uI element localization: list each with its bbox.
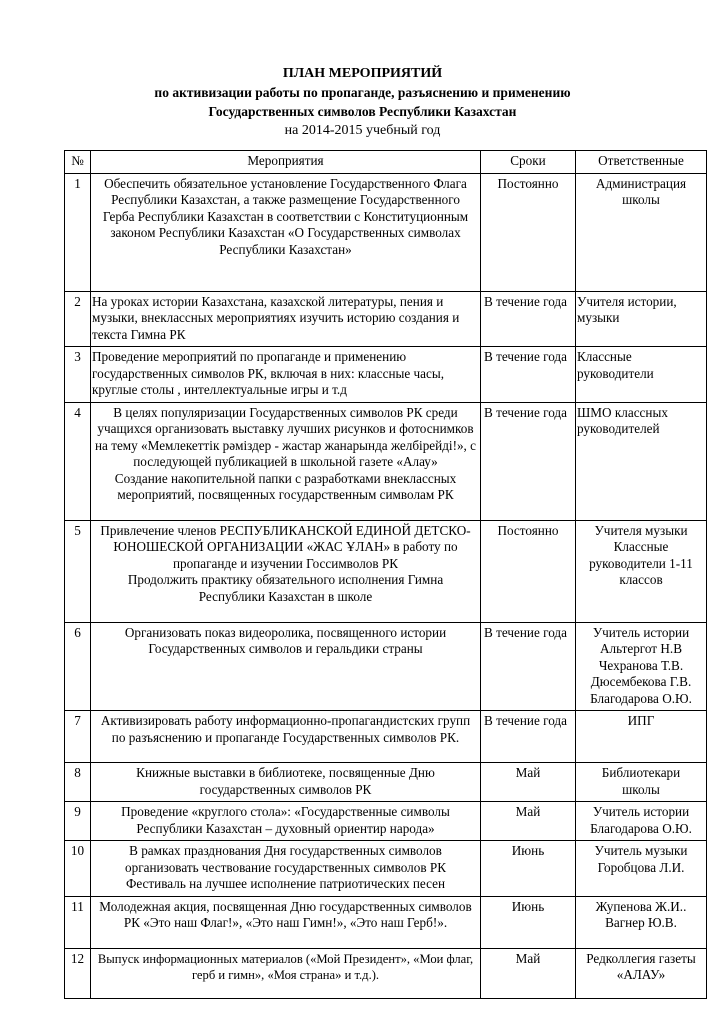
row-responsible: Дюсембекова Г.В. [590, 674, 692, 689]
header-number: № [65, 151, 91, 174]
header-term: Сроки [481, 151, 576, 174]
row-activity: Продолжить практику обязательного исполнения Гимна Республики Казахстан в школе [127, 572, 444, 604]
row-responsible: Библиотекари [601, 765, 681, 780]
row-activity: В целях популяризации Государственных символов РК среди учащихся организовать выставку лучших рисунков и фотоснимков на тему «Мемлекеттік рәміздер - жастар жанарында желбірейді!», с последующей публикацией в школьной газете «Алау» [94, 404, 477, 469]
row-responsible: Классные [613, 539, 669, 554]
table-row [65, 291, 707, 347]
events-table [64, 150, 707, 999]
row-responsible: ШМО классных [577, 404, 668, 420]
row-responsible: Учителя музыки [594, 522, 688, 538]
title-line-3: Государственных символов Республики Казахстан [208, 104, 517, 119]
row-activity: Проведение мероприятий по пропаганде и применению государственных символов РК, включая в них: классные часы, круглые столы , интеллектуальные игры и т.д [92, 349, 445, 397]
row-responsible: Учитель музыки [594, 843, 688, 858]
row-number: 11 [65, 896, 91, 948]
title-line-1: ПЛАН МЕРОПРИЯТИЙ [282, 66, 443, 81]
row-responsible: Альтергот Н.В [599, 641, 682, 656]
row-responsible: Благодарова О.Ю. [590, 820, 692, 836]
table-row [65, 711, 707, 763]
row-term: В течение года [481, 291, 576, 347]
row-activity: Обеспечить обязательное установление Государственного Флага Республики Казахстан, а также размещение Государственного Герба Республики Казахстан в соответствии с Конституционным законом Республики Казахстан «О Государственных символах Республики Казахстан» [102, 175, 469, 257]
row-number: 6 [65, 622, 91, 711]
row-responsible: музыки [577, 310, 620, 325]
row-responsible: Благодарова О.Ю. [590, 690, 692, 706]
table-row [65, 173, 707, 291]
row-activity: Книжные выставки в библиотеке, посвященные Дню государственных символов РК [136, 765, 435, 797]
table-row [65, 896, 707, 948]
row-responsible: Вагнер Ю.В. [605, 915, 677, 930]
row-activity: Активизировать работу информационно-пропагандистских групп по разъяснению и пропаганде Государственных символов РК. [100, 713, 471, 745]
title-line-2: по активизации работы по пропаганде, разъяснению и применению [154, 85, 571, 100]
row-number: 8 [65, 763, 91, 802]
row-term: Май [481, 802, 576, 841]
table-row [65, 622, 707, 711]
table-row [65, 347, 707, 403]
row-term: Постоянно [481, 520, 576, 622]
row-responsible: Горобцова Л.И. [597, 859, 685, 875]
row-number: 12 [65, 948, 91, 998]
row-number: 5 [65, 520, 91, 622]
row-activity: В рамках празднования Дня государственных символов организовать чествование государственных символов РК Фестиваль на лучшее исполнение патриотических песен [125, 843, 446, 891]
table-header-row [65, 151, 707, 174]
row-activity: Проведение «круглого стола»: «Государственные символы Республики Казахстан – духовный ориентир народа» [121, 804, 450, 836]
title-line-4: на 2014-2015 учебный год [284, 123, 441, 138]
row-responsible: руководители [577, 365, 654, 381]
row-term: Постоянно [481, 173, 576, 291]
row-activity: Организовать показ видеоролика, посвященного истории Государственных символов и геральдики страны [124, 624, 447, 656]
row-responsible: школы [622, 781, 660, 797]
row-term: В течение года [481, 622, 576, 711]
row-responsible: руководителей [577, 421, 660, 436]
table-row [65, 763, 707, 802]
table-row [65, 948, 707, 998]
row-number: 4 [65, 402, 91, 520]
row-responsible: Учителя истории, [577, 293, 677, 309]
row-term: Июнь [481, 841, 576, 897]
table-row [65, 841, 707, 897]
row-number: 7 [65, 711, 91, 763]
row-term: Май [481, 763, 576, 802]
row-responsible: руководители 1-11 [589, 555, 693, 571]
row-activity: Выпуск информационных материалов («Мой Президент», «Мои флаг, герб и гимн», «Моя страна» и т.д.). [97, 951, 474, 982]
row-number: 3 [65, 347, 91, 403]
row-activity: На уроках истории Казахстана, казахской литературы, пения и музыки, внеклассных мероприятиях изучить историю создания и текста Гимна РК [92, 293, 460, 342]
row-term: Май [481, 948, 576, 998]
row-term: Июнь [481, 896, 576, 948]
row-number: 2 [65, 291, 91, 347]
row-term: В течение года [481, 402, 576, 520]
header-responsible: Ответственные [576, 151, 707, 174]
table-row [65, 802, 707, 841]
row-responsible: Жупенова Ж.И.. [595, 898, 687, 914]
row-responsible: Редколлегия газеты [586, 950, 696, 966]
row-responsible: школы [622, 192, 660, 207]
table-row [65, 402, 707, 520]
row-term: В течение года [481, 347, 576, 403]
row-number: 10 [65, 841, 91, 897]
row-responsible: Учитель истории [592, 624, 690, 640]
row-responsible: Классные [577, 349, 632, 364]
row-number: 1 [65, 173, 91, 291]
row-responsible: Администрация [595, 175, 687, 191]
row-responsible: классов [619, 572, 663, 587]
row-responsible: Учитель истории [592, 804, 690, 819]
row-number: 9 [65, 802, 91, 841]
table-row [65, 520, 707, 622]
row-responsible: «АЛАУ» [616, 967, 666, 982]
document-title [0, 64, 725, 140]
header-activity: Мероприятия [91, 151, 481, 174]
row-activity: Создание накопительной папки с разработками внеклассных мероприятий, посвященных государственным символам РК [114, 470, 457, 502]
row-responsible: Чехранова Т.В. [598, 657, 684, 673]
row-term: В течение года [481, 711, 576, 763]
row-activity: Молодежная акция, посвященная Дню государственных символов РК «Это наш Флаг!», «Это наш Гимн!», «Это наш Герб!». [99, 898, 472, 930]
row-responsible: ИПГ [627, 713, 655, 728]
row-activity: Привлечение членов РЕСПУБЛИКАНСКОЙ ЕДИНОЙ ДЕТСКО-ЮНОШЕСКОЙ ОРГАНИЗАЦИИ «ЖАС ҰЛАН» в работу по пропаганде и изучении Госсимволов РК [100, 522, 471, 571]
